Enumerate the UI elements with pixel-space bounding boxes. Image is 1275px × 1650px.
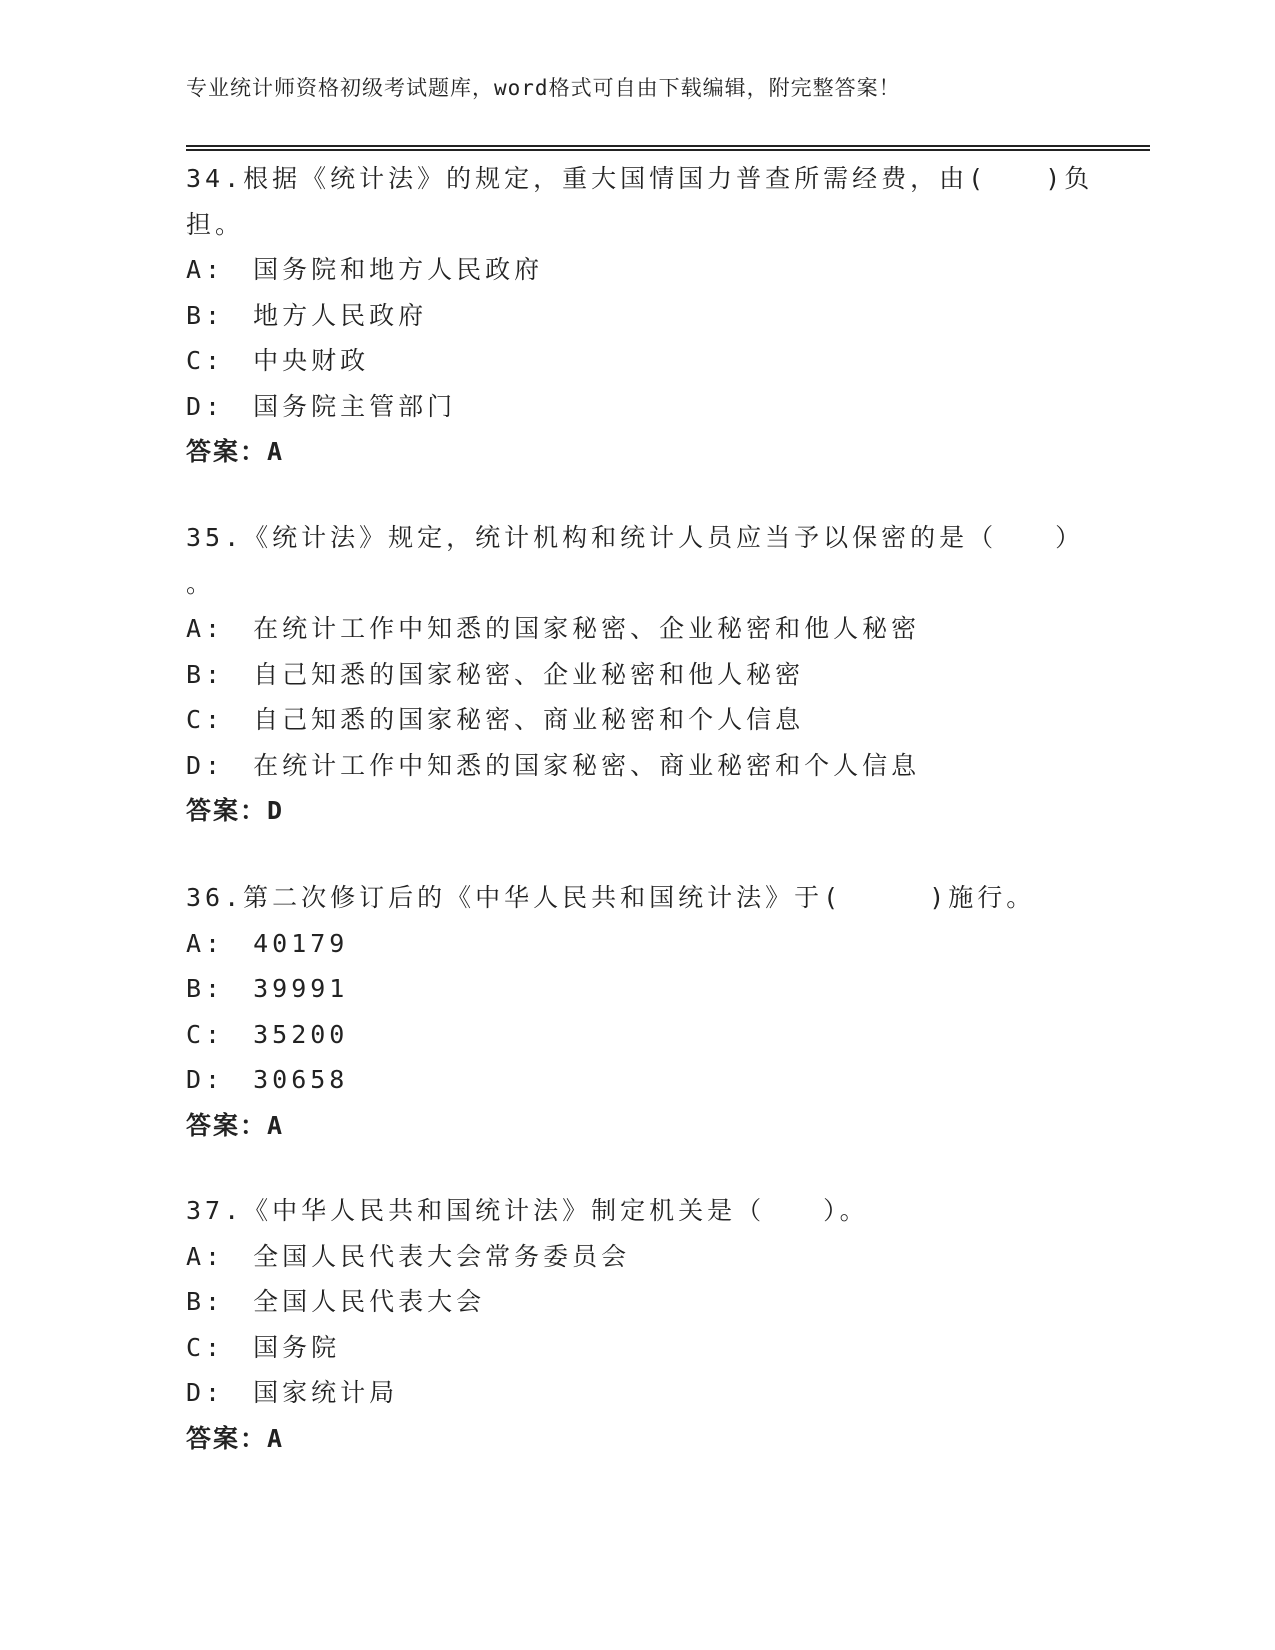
- question-stem-line: 担。: [186, 209, 245, 239]
- header-rule-top: [186, 145, 1150, 147]
- option-c: C: 中央财政: [186, 346, 370, 375]
- option-a: A: 国务院和地方人民政府: [186, 255, 544, 284]
- question-34: [186, 156, 1094, 475]
- answer-value: A: [267, 437, 285, 466]
- question-37: [186, 1188, 1086, 1461]
- option-a: A: 40179: [186, 928, 349, 958]
- answer-line: [186, 1416, 1086, 1462]
- option-c: C: 国务院: [186, 1332, 341, 1362]
- answer-value: A: [267, 1423, 285, 1453]
- option-d: D: 国务院主管部门: [186, 391, 457, 421]
- answer-value: A: [267, 1110, 285, 1140]
- option-b: B: 全国人民代表大会: [186, 1287, 486, 1316]
- option-d: D: 30658: [186, 1065, 349, 1094]
- question-stem-line: 。: [186, 568, 216, 598]
- answer-line: [186, 788, 1086, 834]
- question-stem-line: 35.《统计法》规定，统计机构和统计人员应当予以保密的是（ ）: [186, 523, 1085, 552]
- option-c: C: 自己知悉的国家秘密、商业秘密和个人信息: [186, 705, 805, 734]
- question-35: [186, 515, 1086, 834]
- option-b: B: 地方人民政府: [186, 300, 428, 330]
- header-rule-bottom: [186, 149, 1150, 151]
- answer-label: 答案：: [186, 796, 268, 825]
- answer-label: 答案：: [186, 1110, 268, 1140]
- answer-value: D: [267, 796, 285, 825]
- answer-label: 答案：: [186, 1423, 268, 1453]
- question-stem-line: 34.根据《统计法》的规定，重大国情国力普查所需经费，由( )负: [186, 164, 1094, 193]
- page-header: 专业统计师资格初级考试题库，word格式可自由下载编辑，附完整答案！: [186, 76, 901, 100]
- question-36: [186, 875, 1086, 1148]
- question-stem-line: 37.《中华人民共和国统计法》制定机关是（ ）。: [186, 1196, 869, 1225]
- option-b: B: 自己知悉的国家秘密、企业秘密和他人秘密: [186, 659, 805, 689]
- option-a: A: 在统计工作中知悉的国家秘密、企业秘密和他人秘密: [186, 614, 921, 643]
- option-a: A: 全国人民代表大会常务委员会: [186, 1241, 631, 1271]
- answer-line: [186, 429, 1086, 475]
- option-d: D: 在统计工作中知悉的国家秘密、商业秘密和个人信息: [186, 750, 921, 780]
- option-d: D: 国家统计局: [186, 1378, 399, 1407]
- option-c: C: 35200: [186, 1019, 349, 1049]
- answer-line: [186, 1103, 1086, 1149]
- question-stem-line: 36.第二次修订后的《中华人民共和国统计法》于( )施行。: [186, 883, 1036, 912]
- answer-label: 答案：: [186, 437, 268, 466]
- option-b: B: 39991: [186, 974, 349, 1003]
